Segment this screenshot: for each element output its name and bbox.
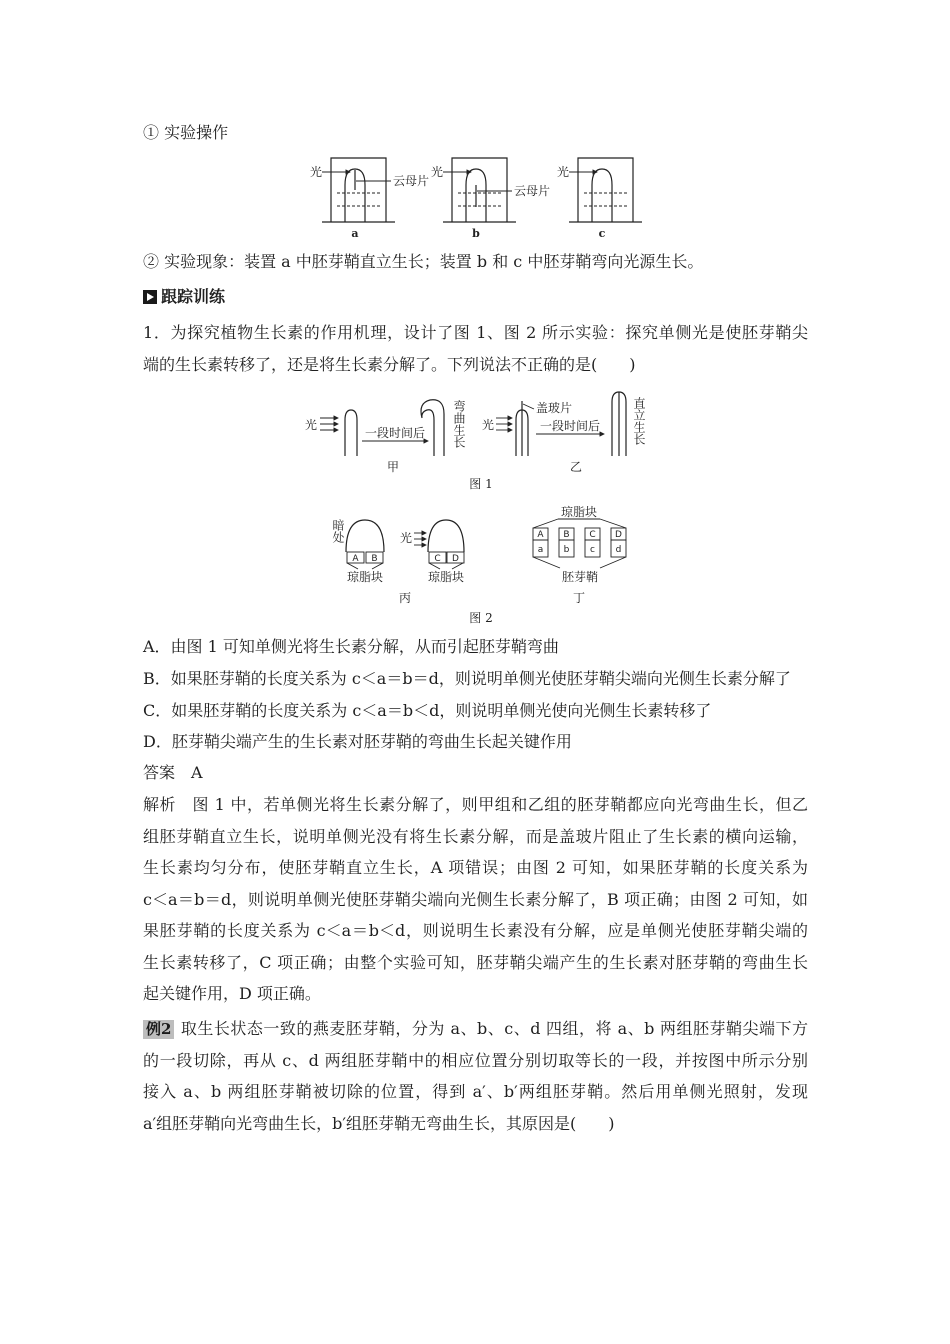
analysis-line: 生长素均匀分布，使胚芽鞘直立生长，A 项错误；由图 2 可知，如果胚芽鞘的长度关系为 — [143, 858, 808, 877]
coverslip-label: 盖玻片 — [536, 401, 573, 415]
mica-label: 云母片 — [514, 184, 551, 198]
light-label: 光 — [431, 165, 444, 179]
group-bing — [346, 520, 464, 605]
analysis-line: c＜a＝b＝d，则说明单侧光使胚芽鞘尖端向光侧生长素分解了，B 项正确；由图 2 可知，如 — [143, 890, 808, 909]
section-title: 跟踪训练 — [161, 287, 226, 306]
block-label: B — [371, 554, 378, 564]
option-c: C．如果胚芽鞘的长度关系为 c＜a＝b＜d，则说明单侧光使向光侧生长素转移了 — [143, 701, 712, 720]
apparatus-c — [557, 158, 642, 240]
answer: 答案 A — [143, 763, 203, 782]
apparatus-label-c: c — [598, 227, 606, 240]
apparatus-a — [310, 158, 429, 240]
step2-text: ② 实验现象：装置 a 中胚芽鞘直立生长；装置 b 和 c 中胚芽鞘弯向光源生长。 — [143, 252, 704, 271]
coleoptile-tip — [428, 520, 464, 552]
coleoptile — [592, 169, 612, 222]
block-label: D — [452, 554, 459, 564]
group-yi — [482, 392, 626, 474]
coleoptile-label: a — [537, 545, 544, 555]
figure-1 — [300, 388, 650, 493]
apparatus-b — [431, 158, 550, 240]
light-label: 光 — [310, 165, 323, 179]
time-label: 一段时间后 — [364, 426, 426, 440]
figure-2 — [320, 498, 640, 628]
coleoptile — [345, 410, 357, 456]
coleoptile-tip — [346, 520, 384, 552]
group-jia-label: 甲 — [386, 460, 400, 474]
group-ding — [533, 504, 626, 605]
apparatus-box — [578, 158, 633, 222]
option-a: A．由图 1 可知单侧光将生长素分解，从而引起胚芽鞘弯曲 — [143, 637, 559, 656]
apparatus-box — [452, 158, 507, 222]
play-marker-icon — [143, 290, 157, 304]
time-label: 一段时间后 — [539, 419, 601, 433]
analysis-line: 果胚芽鞘的长度关系为 c＜a＝b＜d，则说明生长素没有分解，应是单侧光使胚芽鞘尖端的 — [143, 921, 808, 940]
light-label: 光 — [482, 418, 495, 432]
agar-label: 琼脂块 — [346, 570, 384, 584]
coverslip-leader-line — [523, 404, 534, 409]
example2-line-3: 接入 a、b 两组胚芽鞘被切除的位置，得到 a′、b′两组胚芽鞘。然后用单侧光照射，发现 — [143, 1082, 808, 1101]
option-d: D．胚芽鞘尖端产生的生长素对胚芽鞘的弯曲生长起关键作用 — [143, 732, 572, 751]
example2-line-4: a′组胚芽鞘向光弯曲生长，b′组胚芽鞘无弯曲生长，其原因是( ) — [143, 1114, 615, 1133]
group-yi-label: 乙 — [569, 460, 583, 474]
upright-growth-label: 直立生长 — [632, 397, 646, 445]
apparatus-label-b: b — [472, 227, 480, 240]
light-label: 光 — [305, 418, 318, 432]
top-bracket — [533, 519, 626, 528]
analysis-line: 起关键作用，D 项正确。 — [143, 984, 321, 1003]
group-jia — [305, 400, 444, 474]
block-label: C — [589, 530, 596, 540]
agar-label: 琼脂块 — [427, 570, 465, 584]
dark-place-label: 暗处 — [331, 519, 345, 543]
block-label: D — [615, 530, 622, 540]
block-label: A — [537, 530, 544, 540]
example2-line-1 — [143, 1019, 808, 1039]
light-label: 光 — [557, 165, 570, 179]
apparatus-label-a: a — [351, 227, 359, 240]
mica-label: 云母片 — [393, 174, 430, 188]
light-label: 光 — [400, 531, 413, 545]
coleoptile-label: c — [590, 545, 595, 555]
apparatus-figure — [305, 150, 650, 245]
block-label: C — [434, 554, 441, 564]
bent-growth-label: 弯曲生长 — [452, 400, 466, 448]
example2-text: 取生长状态一致的燕麦胚芽鞘，分为 a、b、c、d 四组，将 a、b 两组胚芽鞘尖端下方 — [180, 1019, 808, 1038]
group-ding-label: 丁 — [572, 591, 586, 605]
analysis-line: 生长素转移了，C 项正确；由整个实验可知，胚芽鞘尖端产生的生长素对胚芽鞘的弯曲生长 — [143, 953, 808, 972]
coleoptile-label: d — [615, 545, 622, 555]
analysis-line: 解析 图 1 中，若单侧光将生长素分解了，则甲组和乙组的胚芽鞘都应向光弯曲生长，但乙 — [143, 795, 808, 814]
figure-1-caption: 图 1 — [469, 477, 493, 491]
apparatus-box — [331, 158, 386, 222]
example-badge: 例2 — [143, 1020, 174, 1039]
agar-label: 琼脂块 — [560, 505, 598, 519]
analysis-line: 组胚芽鞘直立生长，说明单侧光没有将生长素分解，而是盖玻片阻止了生长素的横向运输， — [143, 827, 808, 846]
bottom-bracket — [533, 557, 626, 568]
block-label: B — [563, 530, 570, 540]
q1-line-2: 端的生长素转移了，还是将生长素分解了。下列说法不正确的是( ) — [143, 355, 636, 374]
coleoptile-label: b — [563, 545, 570, 555]
coleoptile-name-label: 胚芽鞘 — [561, 570, 599, 584]
example2-line-2: 的一段切除，再从 c、d 两组胚芽鞘中的相应位置分别切取等长的一段，并按图中所示分别 — [143, 1051, 808, 1070]
option-b: B．如果胚芽鞘的长度关系为 c＜a＝b＝d，则说明单侧光使胚芽鞘尖端向光侧生长素分解了 — [143, 669, 791, 688]
block-label: A — [352, 554, 359, 564]
figure-2-caption: 图 2 — [469, 611, 493, 625]
step1-heading: ① 实验操作 — [143, 123, 229, 142]
q1-line-1: 1．为探究植物生长素的作用机理，设计了图 1、图 2 所示实验：探究单侧光是使胚芽鞘尖 — [143, 323, 808, 342]
group-bing-label: 丙 — [398, 591, 412, 605]
